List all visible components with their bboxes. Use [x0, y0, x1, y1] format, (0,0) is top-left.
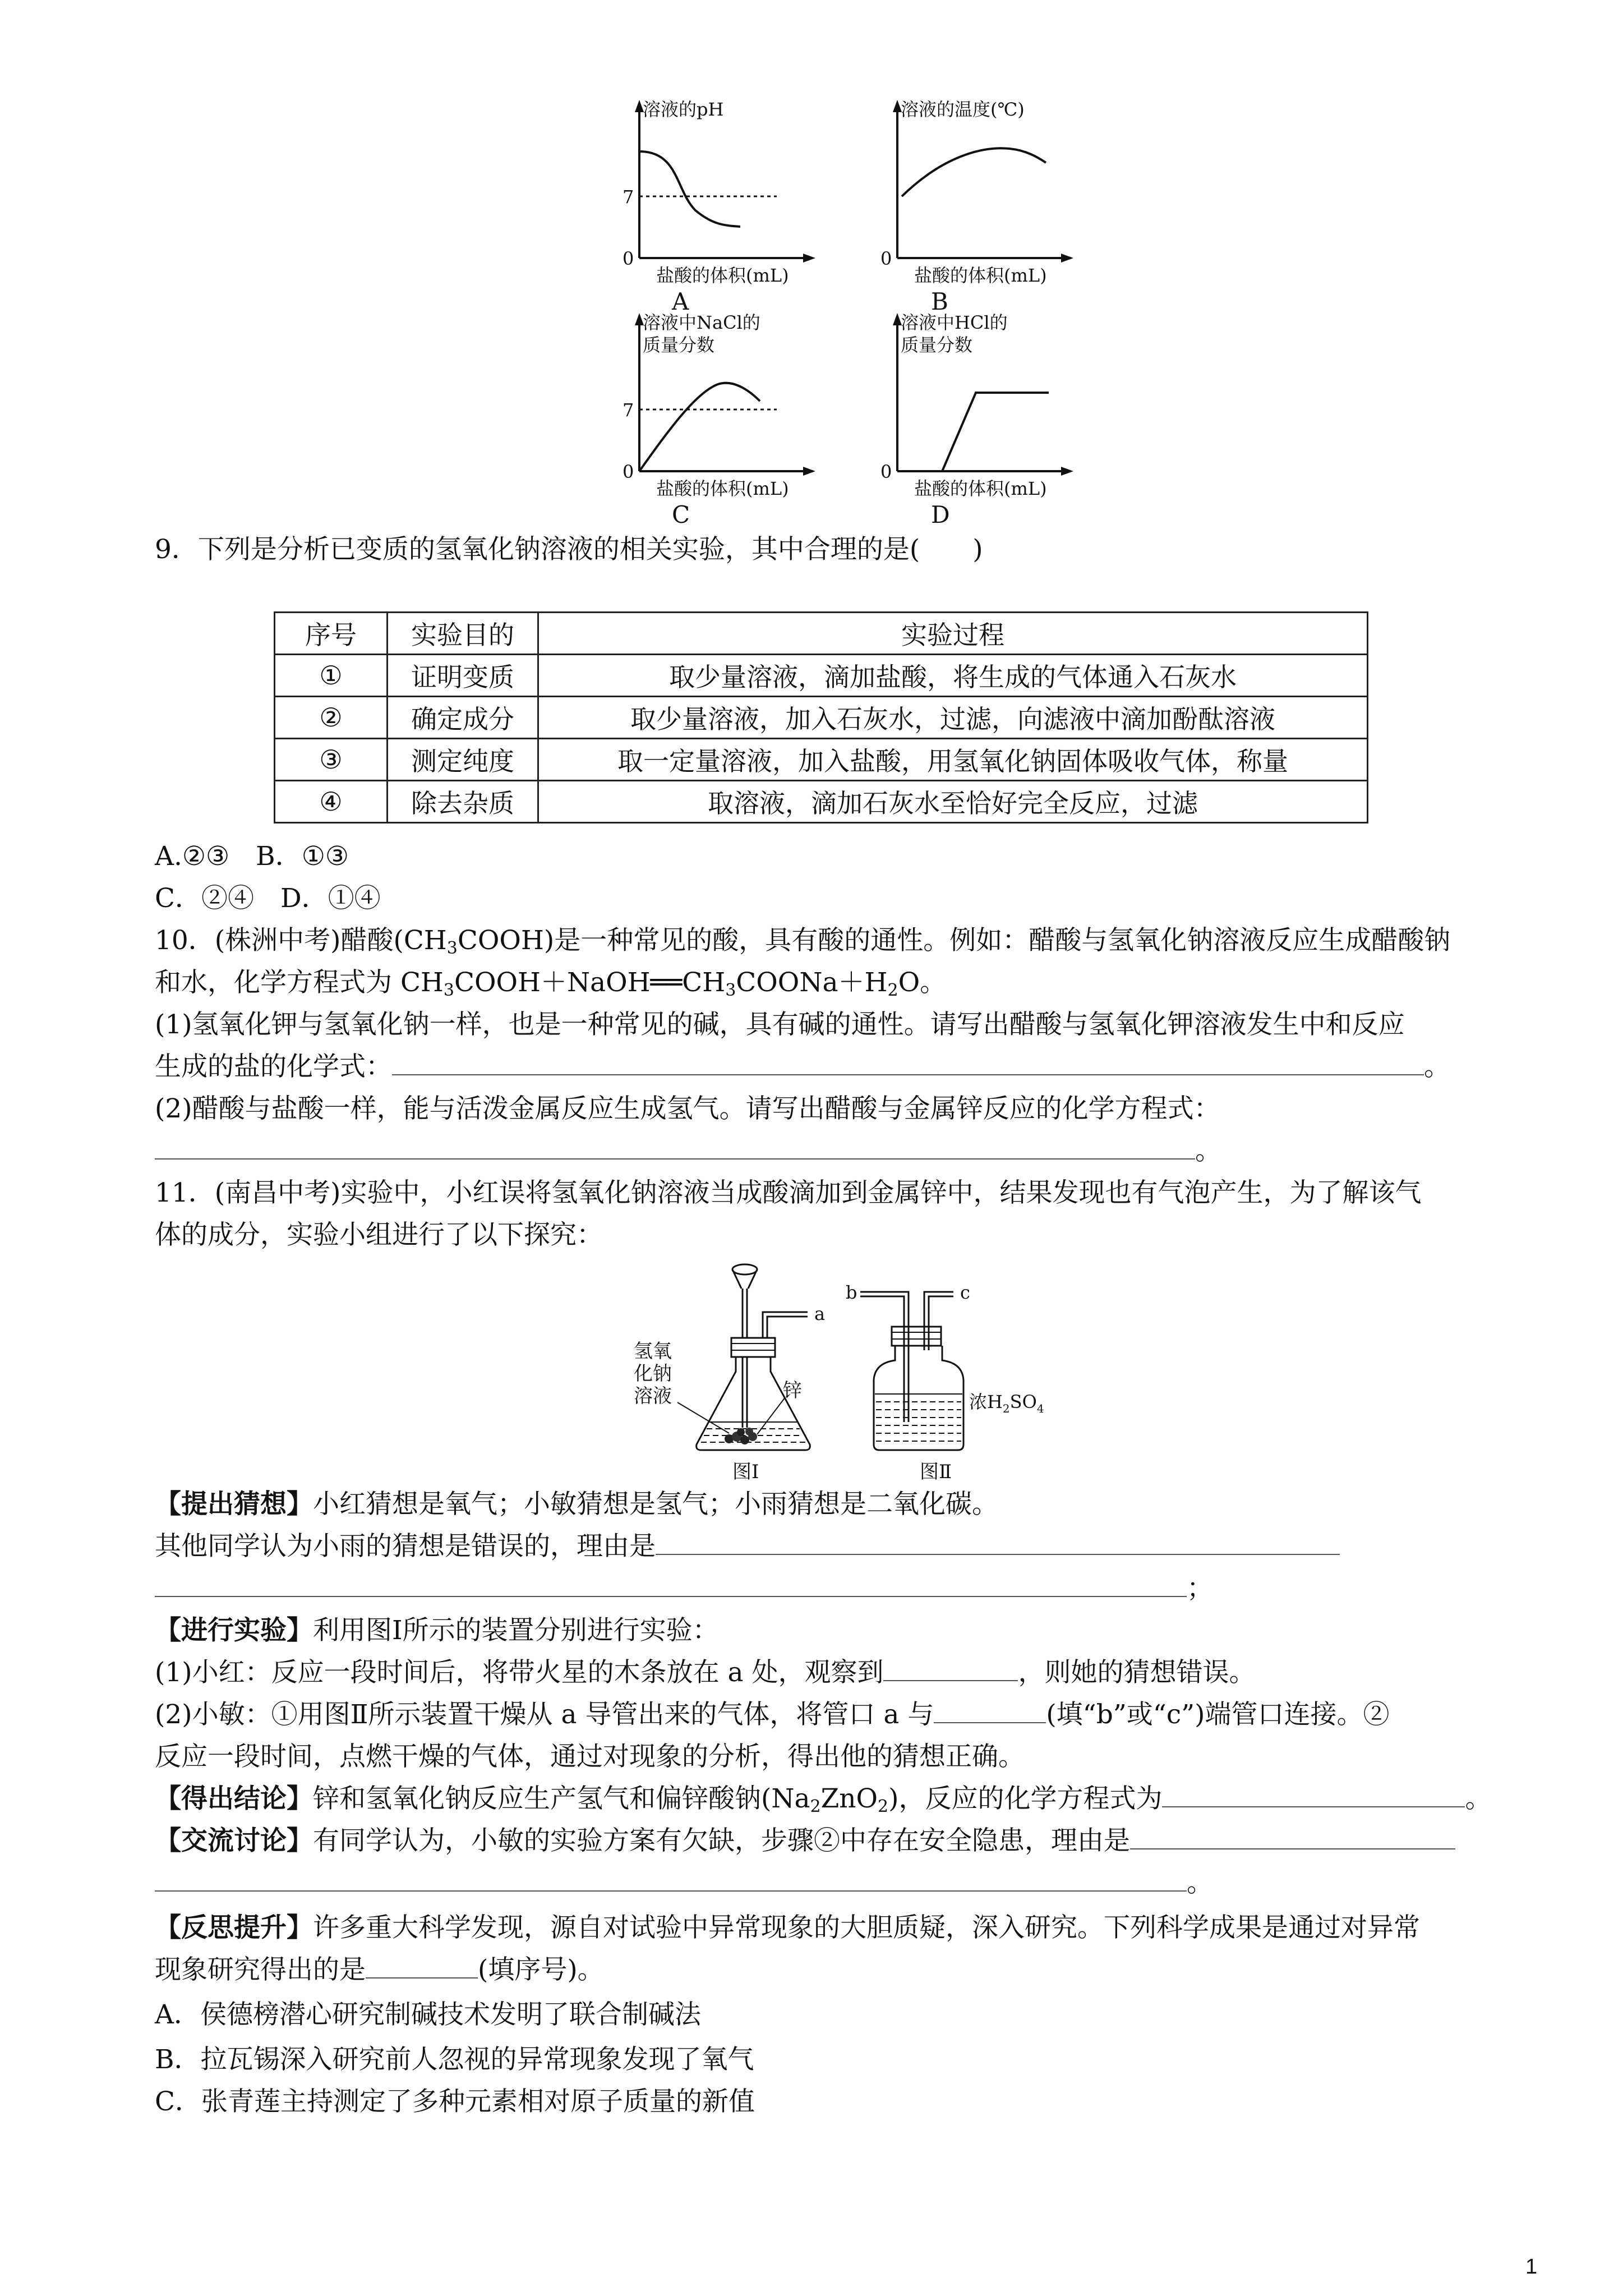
- q11-discussion: [155, 1823, 1455, 1859]
- q11-text: (1)小红：反应一段时间后，将带火星的木条放在 a 处，观察到: [155, 1657, 884, 1688]
- section-tag: 【提出猜想】: [155, 1489, 313, 1520]
- label-acid-text2: SO: [1009, 1391, 1037, 1412]
- chart-b-ylabel: 溶液的温度(℃): [901, 99, 1025, 120]
- q11-text: (填序号)。: [478, 1954, 604, 1985]
- chart-b-xlabel: 盐酸的体积(mL): [914, 265, 1047, 286]
- subscript: 2: [887, 981, 898, 1000]
- chart-b-origin: 0: [880, 248, 892, 269]
- table-row: [275, 739, 1368, 781]
- table-header-row: [275, 613, 1368, 655]
- cell-goal: 除去杂质: [388, 781, 538, 823]
- col-header-no: 序号: [275, 613, 388, 655]
- section-tag: 【进行实验】: [155, 1615, 313, 1646]
- answer-blank[interactable]: [883, 1655, 1018, 1681]
- label-zinc: 锌: [783, 1379, 802, 1402]
- chart-c-tick-7: 7: [623, 399, 634, 421]
- section-tag: 【反思提升】: [155, 1912, 313, 1943]
- q11-text: 现象研究得出的是: [155, 1954, 366, 1985]
- cell-no: ①: [275, 655, 388, 697]
- answer-blank[interactable]: [155, 1571, 1187, 1597]
- q11-reason: [155, 1529, 1340, 1565]
- q11-text: 。: [1465, 1783, 1492, 1814]
- table-row: [275, 697, 1368, 739]
- page-number: 1: [1525, 2255, 1538, 2279]
- table-row: [275, 781, 1368, 823]
- q9-options-ab: A.②③ B．①③: [155, 841, 349, 872]
- q11-text: 其他同学认为小雨的猜想是错误的，理由是: [155, 1531, 656, 1562]
- q11-option-a: A．侯德榜潜心研究制碱技术发明了联合制碱法: [155, 1999, 701, 2030]
- q11-text: 。: [1187, 1867, 1213, 1898]
- q11-text: ，则她的猜想错误。: [1018, 1657, 1256, 1688]
- q10-text: 和水，化学方程式为 CH: [155, 967, 444, 998]
- q11-text: 有同学认为，小敏的实验方案有欠缺，步骤②中存在安全隐患，理由是: [313, 1825, 1130, 1856]
- q11-text: )，反应的化学方程式为: [888, 1783, 1163, 1814]
- q11-reflection-line-2: [155, 1952, 604, 1988]
- q11-text: ZnO: [820, 1783, 878, 1814]
- col-header-goal: 实验目的: [388, 613, 538, 655]
- chart-b-caption: B: [931, 288, 948, 314]
- cell-process: 取一定量溶液，加入盐酸，用氢氧化钠固体吸收气体，称量: [538, 739, 1368, 781]
- q11-line-1: 11．(南昌中考)实验中，小红误将氢氧化钠溶液当成酸滴加到金属锌中，结果发现也有气泡产生，为了解该气: [155, 1177, 1422, 1208]
- section-tag: 【得出结论】: [155, 1783, 313, 1814]
- q10-part2-line-2: [155, 1133, 1221, 1169]
- q9-stem: 9．下列是分析已变质的氢氧化钠溶液的相关实验，其中合理的是( ): [155, 534, 983, 565]
- q10-part2-line-1: (2)醋酸与盐酸一样，能与活泼金属反应生成氢气。请写出醋酸与金属锌反应的化学方程式：: [155, 1093, 1220, 1124]
- chart-d-origin: 0: [880, 461, 892, 482]
- answer-blank[interactable]: [155, 1866, 1187, 1892]
- answer-blank[interactable]: [1162, 1782, 1465, 1807]
- q10-part1-line-2: [155, 1049, 1450, 1085]
- figure-2-caption: 图Ⅱ: [920, 1461, 952, 1483]
- q11-text: (2)小敏：①用图Ⅱ所示装置干燥从 a 导管出来的气体，将管口 a 与: [155, 1699, 934, 1730]
- answer-blank[interactable]: [934, 1697, 1046, 1723]
- cell-process: 取溶液，滴加石灰水至恰好完全反应，过滤: [538, 781, 1368, 823]
- chart-a-xlabel: 盐酸的体积(mL): [656, 265, 789, 286]
- q11-exp-2-line-2: 反应一段时间，点燃干燥的气体，通过对现象的分析，得出他的猜想正确。: [155, 1741, 1025, 1772]
- subscript: 2: [810, 1797, 821, 1816]
- label-c: c: [960, 1282, 970, 1303]
- q11-guess: [155, 1487, 998, 1522]
- chart-c-xlabel: 盐酸的体积(mL): [656, 478, 789, 499]
- chart-a-ylabel: 溶液的pH: [643, 99, 724, 120]
- q11-reason-line-2: [155, 1571, 1213, 1607]
- table-row: [275, 655, 1368, 697]
- chart-c: [583, 303, 830, 527]
- cell-process: 取少量溶液，加入石灰水，过滤，向滤液中滴加酚酞溶液: [538, 697, 1368, 739]
- q10-text: O。: [898, 967, 947, 998]
- q11-experiment: [155, 1613, 719, 1649]
- q11-text: ；: [1187, 1573, 1213, 1604]
- q10-text: 。: [1424, 1051, 1450, 1082]
- q10-line-2: [155, 965, 946, 1009]
- chart-a-caption: A: [672, 288, 689, 314]
- chart-c-ylabel-2: 质量分数: [643, 334, 715, 356]
- q11-text: 锌和氢氧化钠反应生产氢气和偏锌酸钠(Na: [313, 1783, 810, 1814]
- answer-blank[interactable]: [366, 1953, 478, 1978]
- answer-blank[interactable]: [656, 1529, 1340, 1555]
- label-acid-text: 浓H: [969, 1391, 1003, 1412]
- q10-text: COOH＋NaOH══CH: [454, 967, 726, 998]
- q11-line-2: 体的成分，实验小组进行了以下探究：: [155, 1220, 603, 1250]
- label-a: a: [814, 1303, 826, 1324]
- q11-option-b: B．拉瓦锡深入研究前人忽视的异常现象发现了氧气: [155, 2044, 754, 2075]
- cell-process: 取少量溶液，滴加盐酸，将生成的气体通入石灰水: [538, 655, 1368, 697]
- apparatus-figure: [617, 1254, 1066, 1489]
- q11-conclusion: [155, 1781, 1491, 1825]
- q11-discussion-line-2: [155, 1865, 1213, 1901]
- cell-no: ③: [275, 739, 388, 781]
- chart-d-caption: D: [931, 501, 950, 527]
- subscript: 2: [878, 1797, 889, 1816]
- q10-text: 。: [1195, 1135, 1221, 1166]
- chart-a: [583, 90, 830, 314]
- cell-goal: 测定纯度: [388, 739, 538, 781]
- q11-text: 小红猜想是氧气；小敏猜想是氢气；小雨猜想是二氧化碳。: [313, 1489, 998, 1520]
- section-tag: 【交流讨论】: [155, 1825, 313, 1856]
- subscript: 3: [725, 981, 736, 1000]
- q11-reflection: [155, 1910, 1420, 1946]
- cell-no: ④: [275, 781, 388, 823]
- cell-goal: 证明变质: [388, 655, 538, 697]
- chart-d-xlabel: 盐酸的体积(mL): [914, 478, 1047, 499]
- chart-b: [841, 90, 1099, 314]
- col-header-process: 实验过程: [538, 613, 1368, 655]
- q11-text: 利用图Ⅰ所示的装置分别进行实验：: [313, 1615, 719, 1646]
- chart-d: [841, 303, 1099, 527]
- label-acid-sub2: 2: [1002, 1402, 1010, 1415]
- cell-goal: 确定成分: [388, 697, 538, 739]
- cell-no: ②: [275, 697, 388, 739]
- q11-text: 许多重大科学发现，源自对试验中异常现象的大胆质疑，深入研究。下列科学成果是通过对异常: [313, 1912, 1420, 1943]
- q11-exp-1: [155, 1655, 1255, 1691]
- chart-a-origin: 0: [623, 248, 634, 269]
- q9-table: [274, 611, 1368, 823]
- q10-text: COOH)是一种常见的酸，具有酸的通性。例如：醋酸与氢氧化钠溶液反应生成醋酸钠: [457, 925, 1451, 956]
- chart-c-ylabel-1: 溶液中NaCl的: [643, 312, 760, 333]
- chart-d-ylabel-2: 质量分数: [901, 334, 973, 356]
- chart-c-origin: 0: [623, 461, 634, 482]
- figure-1-caption: 图Ⅰ: [732, 1461, 759, 1483]
- label-naoh-1: 氢氧: [634, 1340, 672, 1363]
- chart-d-ylabel-1: 溶液中HCl的: [901, 312, 1008, 333]
- label-conc-h2so4: [969, 1391, 1044, 1415]
- answer-blank[interactable]: [392, 1050, 1424, 1075]
- label-naoh-3: 溶液: [634, 1385, 672, 1407]
- label-acid-sub4: 4: [1036, 1402, 1044, 1415]
- subscript: 3: [443, 981, 454, 1000]
- answer-blank[interactable]: [155, 1134, 1195, 1159]
- subscript: 3: [446, 938, 458, 958]
- q10-part1-line-1: (1)氢氧化钾与氢氧化钠一样，也是一种常见的碱，具有碱的通性。请写出醋酸与氢氧化钾溶液发生中和反应: [155, 1009, 1405, 1040]
- chart-a-tick-7: 7: [623, 186, 634, 208]
- label-b: b: [846, 1282, 857, 1303]
- q10-line-1: [155, 923, 1450, 967]
- answer-blank[interactable]: [1130, 1824, 1455, 1849]
- q11-text: (填“b”或“c”)端管口连接。②: [1046, 1699, 1390, 1730]
- q11-exp-2: [155, 1697, 1390, 1733]
- q11-option-c: C．张青莲主持测定了多种元素相对原子质量的新值: [155, 2086, 755, 2117]
- chart-c-caption: C: [672, 501, 690, 527]
- q10-text: 10．(株洲中考)醋酸(CH: [155, 925, 447, 956]
- label-naoh-2: 化钠: [634, 1363, 672, 1385]
- q10-text: 生成的盐的化学式：: [155, 1051, 392, 1082]
- q9-options-cd: C．②④ D．①④: [155, 883, 381, 914]
- q10-text: COONa＋H: [736, 967, 888, 998]
